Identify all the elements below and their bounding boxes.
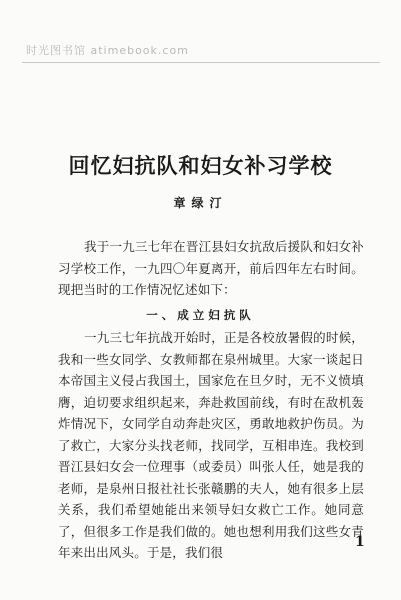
body-paragraph-text: 一九三七年抗战开始时，正是各校放暑假的时候，我和一些女同学、女教师都在泉州城里。大家一谈起日本帝国主义侵占我国土，国家危在旦夕时，无不义愤填膺，迫切要求组织起来，奔赴救国前线，有时在敌机轰炸情况下，女同学自动奔赴灾区，勇敢地救护伤员。为了救亡，大家分头找老师，找同学，互相串连。我校到晋江县妇女会一位理事（或委员）叫张人任，她是我的老师，是泉州日报社社长张赣鹏的夫人，她有很多上层关系，我们希望她能出来领导妇女救亡工作。她同意了，但很多工作是我们做的。她也想利用我们这些女青年来出出风头。于是，我们很 [58,330,364,560]
watermark: 时光图书馆 atimebook.com [26,44,189,57]
section-heading: 一、成立妇抗队 [146,308,255,322]
intro-paragraph-text: 我于一九三七年在晋江县妇女抗敌后援队和妇女补习学校工作，一九四〇年夏离开，前后四年左右时间。现把当时的工作情况忆述如下： [58,239,364,297]
page-number: 1 [355,534,365,550]
body-paragraph [58,327,364,564]
intro-paragraph [58,236,364,301]
article-title: 回忆妇抗队和妇女补习学校 [68,153,333,178]
author-name: 章绿汀 [173,196,228,210]
header-rule [22,62,380,63]
